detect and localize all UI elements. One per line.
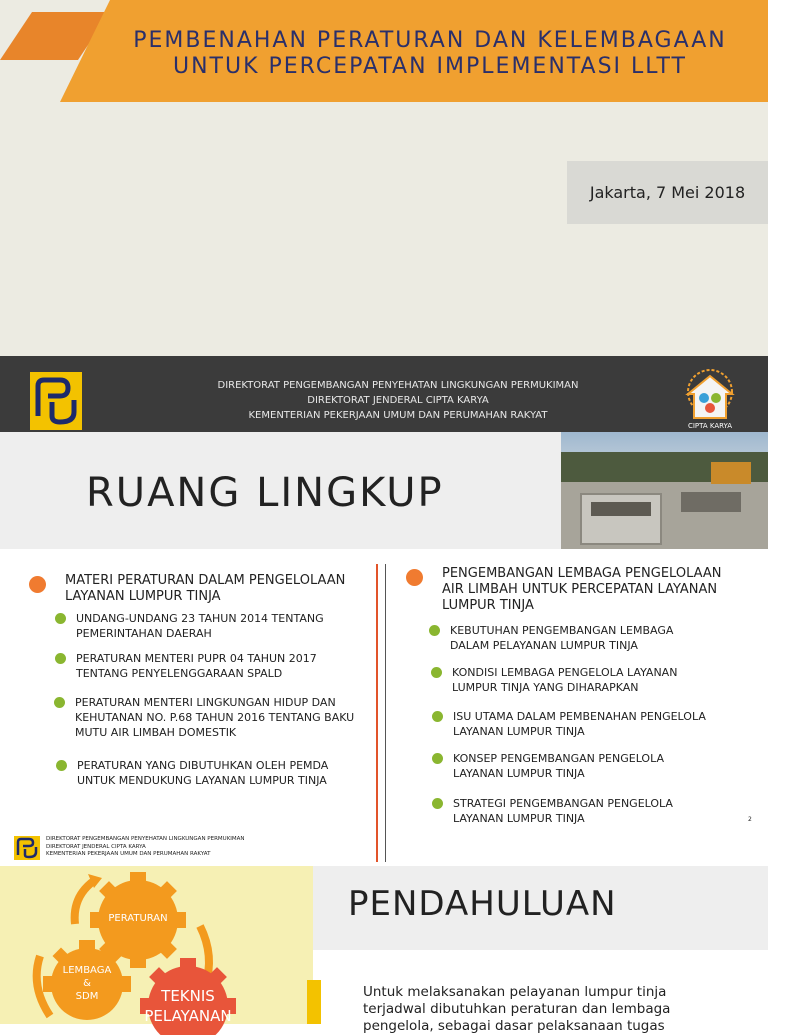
organization-name [180, 378, 616, 423]
right-sub-point [453, 709, 733, 739]
gear2-line-2: & [83, 978, 91, 989]
left-sub-text-2: PERATURAN MENTERI PUPR 04 TAHUN 2017 TENTANG PENYELENGGARAAN SPALD [76, 652, 317, 680]
date-box [567, 161, 768, 224]
org-line-1: DIREKTORAT PENGEMBANGAN PENYEHATAN LINGKUNGAN PERMUKIMAN [217, 380, 579, 391]
title-line-1: PEMBENAHAN PERATURAN DAN KELEMBAGAAN [133, 28, 727, 53]
left-sub-text-4: PERATURAN YANG DIBUTUHKAN OLEH PEMDA UNTUK MENDUKUNG LAYANAN LUMPUR TINJA [77, 759, 329, 787]
green-bullet-icon [55, 653, 66, 664]
green-bullet-icon [54, 697, 65, 708]
gear2-line-1: LEMBAGA [62, 965, 112, 976]
right-main-text: PENGEMBANGAN LEMBAGA PENGELOLAAN AIR LIMBAH UNTUK PERCEPATAN LAYANAN LUMPUR TINJA [442, 566, 722, 613]
right-sub-text-1: KEBUTUHAN PENGEMBANGAN LEMBAGA DALAM PELAYANAN LUMPUR TINJA [450, 624, 674, 652]
pupr-small-logo-icon [14, 836, 40, 860]
gear-label-teknis [140, 986, 236, 1026]
left-sub-text-1: UNDANG-UNDANG 23 TAHUN 2014 TENTANG PEMERINTAHAN DAERAH [76, 612, 324, 640]
right-sub-point [450, 623, 710, 653]
left-sub-point [76, 611, 356, 641]
left-sub-point [75, 695, 360, 740]
footer-line-1: DIREKTORAT PENGEMBANGAN PENYEHATAN LINGKUNGAN PERMUKIMAN [46, 836, 245, 842]
right-sub-text-4: KONSEP PENGEMBANGAN PENGELOLA LAYANAN LUMPUR TINJA [453, 752, 664, 780]
gear3-line-2: PELAYANAN [144, 1007, 232, 1025]
organization-footer [0, 356, 768, 432]
decorative-squares [737, 857, 767, 863]
pupr-logo-icon [30, 372, 82, 430]
scope-title: RUANG LINGKUP [86, 470, 444, 516]
orange-bullet-icon [406, 569, 423, 586]
org-line-3: KEMENTERIAN PEKERJAAN UMUM DAN PERUMAHAN RAKYAT [248, 410, 548, 421]
right-main-point [442, 566, 742, 614]
scope-slide [0, 432, 768, 866]
green-bullet-icon [431, 667, 442, 678]
green-bullet-icon [432, 753, 443, 764]
left-main-point [65, 573, 355, 605]
title-slide [0, 0, 768, 432]
gear2-line-3: SDM [75, 991, 99, 1002]
left-sub-text-3: PERATURAN MENTERI LINGKUNGAN HIDUP DAN KEHUTANAN NO. P.68 TAHUN 2016 TENTANG BAKU MUTU AIR LIMBAH DOMESTIK [75, 696, 355, 739]
gear-label-peraturan: PERATURAN [108, 913, 168, 924]
org-line-2: DIREKTORAT JENDERAL CIPTA KARYA [307, 395, 489, 406]
green-bullet-icon [429, 625, 440, 636]
cipta-karya-logo-icon [680, 368, 740, 430]
left-sub-point [76, 651, 356, 681]
footer-line-3: KEMENTERIAN PEKERJAAN UMUM DAN PERUMAHAN RAKYAT [46, 851, 211, 857]
orange-bullet-icon [29, 576, 46, 593]
right-sub-text-5: STRATEGI PENGEMBANGAN PENGELOLA LAYANAN LUMPUR TINJA [453, 797, 673, 825]
wastewater-plant-photo [561, 432, 768, 549]
accent-bar [307, 980, 321, 1024]
green-bullet-icon [432, 798, 443, 809]
page-number: 2 [748, 816, 752, 823]
introduction-title: PENDAHULUAN [348, 884, 617, 924]
green-bullet-icon [56, 760, 67, 771]
column-divider-orange [376, 564, 378, 862]
gear-diagram-panel [0, 866, 313, 1024]
right-sub-text-3: ISU UTAMA DALAM PEMBENAHAN PENGELOLA LAYANAN LUMPUR TINJA [453, 710, 706, 738]
right-sub-point [452, 665, 722, 695]
scope-header [0, 432, 768, 549]
gear-label-lembaga [57, 964, 117, 1003]
cipta-karya-logo-text: CIPTA KARYA [687, 422, 733, 430]
right-sub-text-2: KONDISI LEMBAGA PENGELOLA LAYANAN LUMPUR TINJA YANG DIHARAPKAN [452, 666, 678, 694]
green-bullet-icon [432, 711, 443, 722]
right-sub-point [453, 751, 713, 781]
footer-line-2: DIREKTORAT JENDERAL CIPTA KARYA [46, 843, 146, 850]
gear3-line-1: TEKNIS [161, 987, 215, 1005]
slide-footer-org [46, 836, 245, 859]
right-sub-point [453, 796, 713, 826]
title-line-2: UNTUK PERCEPATAN IMPLEMENTASI LLTT [172, 54, 687, 79]
introduction-slide [0, 866, 768, 1034]
introduction-body: Untuk melaksanakan pelayanan lumpur tinja terjadwal dibutuhkan peraturan dan lembaga pengelola, sebagai dasar pelaksanaan tugas [363, 984, 671, 1034]
left-sub-point [77, 758, 357, 788]
presentation-date: Jakarta, 7 Mei 2018 [589, 183, 746, 202]
presentation-title [60, 28, 800, 80]
left-main-text: MATERI PERATURAN DALAM PENGELOLAAN LAYANAN LUMPUR TINJA [65, 573, 346, 604]
column-divider-dark [385, 564, 386, 862]
green-bullet-icon [55, 613, 66, 624]
